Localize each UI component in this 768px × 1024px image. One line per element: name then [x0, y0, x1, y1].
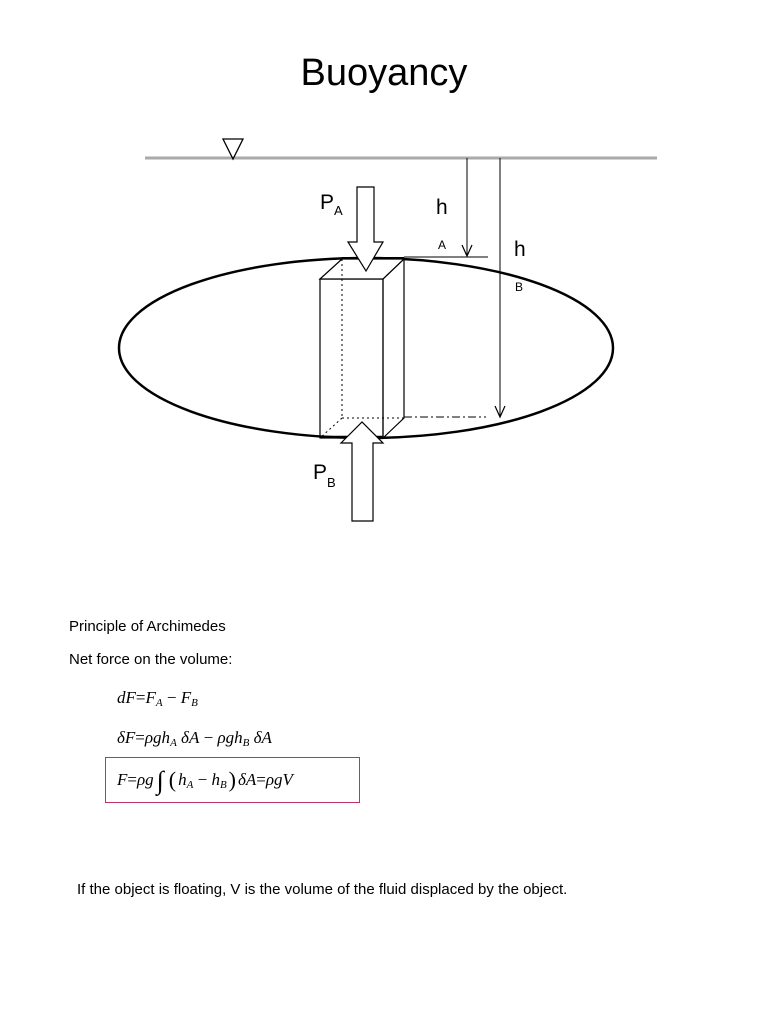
- eq1-s2: B: [191, 697, 198, 709]
- eq3-paren-open: (: [168, 767, 177, 792]
- equation-buoyant-force: [117, 766, 293, 796]
- label-pa-sub: A: [334, 203, 343, 218]
- pressure-arrow-pb: [341, 422, 383, 521]
- eq3-rho-g: ρg: [136, 770, 154, 789]
- eq3-equals-2: =: [256, 770, 266, 789]
- page-title: Buoyancy: [300, 52, 468, 94]
- label-hb-sub: B: [515, 280, 524, 294]
- eq3-h2: h: [211, 770, 220, 789]
- eq1-s1: A: [155, 697, 163, 709]
- eq1-f2: F: [180, 688, 192, 707]
- eq2-t1: ρgh: [144, 728, 171, 747]
- label-pb-main: P: [313, 461, 328, 484]
- principle-heading: Principle of Archimedes: [69, 618, 226, 635]
- eq3-rhs: ρgV: [265, 770, 293, 789]
- label-pb-sub: B: [327, 475, 336, 490]
- eq3-lhs: F: [117, 770, 128, 789]
- eq1-f1: F: [145, 688, 156, 707]
- eq1-lhs: dF: [117, 688, 136, 707]
- label-ha-main: h: [436, 196, 448, 219]
- net-force-label: Net force on the volume:: [69, 651, 233, 668]
- eq2-s1: A: [170, 737, 177, 749]
- label-hb-main: h: [514, 238, 526, 261]
- eq3-s1: A: [186, 779, 194, 791]
- eq3-paren-close: ): [228, 767, 236, 792]
- integral-sign-icon: ∫: [156, 766, 164, 795]
- eq2-equals: =: [135, 728, 145, 747]
- label-pa: [320, 191, 343, 218]
- prism-hidden-edge-bottom-left: [320, 418, 342, 438]
- label-pb: [313, 461, 336, 490]
- eq3-da: δA: [238, 770, 257, 789]
- eq3-equals: =: [127, 770, 137, 789]
- eq3-h1: h: [178, 770, 187, 789]
- eq3-minus: −: [193, 770, 212, 789]
- eq2-minus: −: [199, 728, 218, 747]
- equation-delta-f: [117, 728, 272, 749]
- eq2-lhs: δF: [117, 728, 136, 747]
- eq1-minus: −: [162, 688, 181, 707]
- body-ellipse: [119, 258, 613, 438]
- equation-df: [117, 688, 198, 709]
- eq1-equals: =: [135, 688, 146, 707]
- label-ha-sub: A: [438, 238, 447, 252]
- free-surface-triangle-icon: [223, 139, 243, 159]
- eq2-t1b: δA: [181, 728, 200, 747]
- floating-note: If the object is floating, V is the volume of the fluid displaced by the object.: [77, 881, 568, 898]
- eq2-t2: ρgh: [217, 728, 243, 747]
- prism-front-face: [320, 279, 383, 438]
- eq3-s2: B: [219, 779, 227, 791]
- eq2-s2: B: [242, 737, 250, 749]
- eq2-t2b: δA: [253, 728, 272, 747]
- prism-right-face: [383, 259, 404, 438]
- label-pa-main: P: [320, 191, 335, 214]
